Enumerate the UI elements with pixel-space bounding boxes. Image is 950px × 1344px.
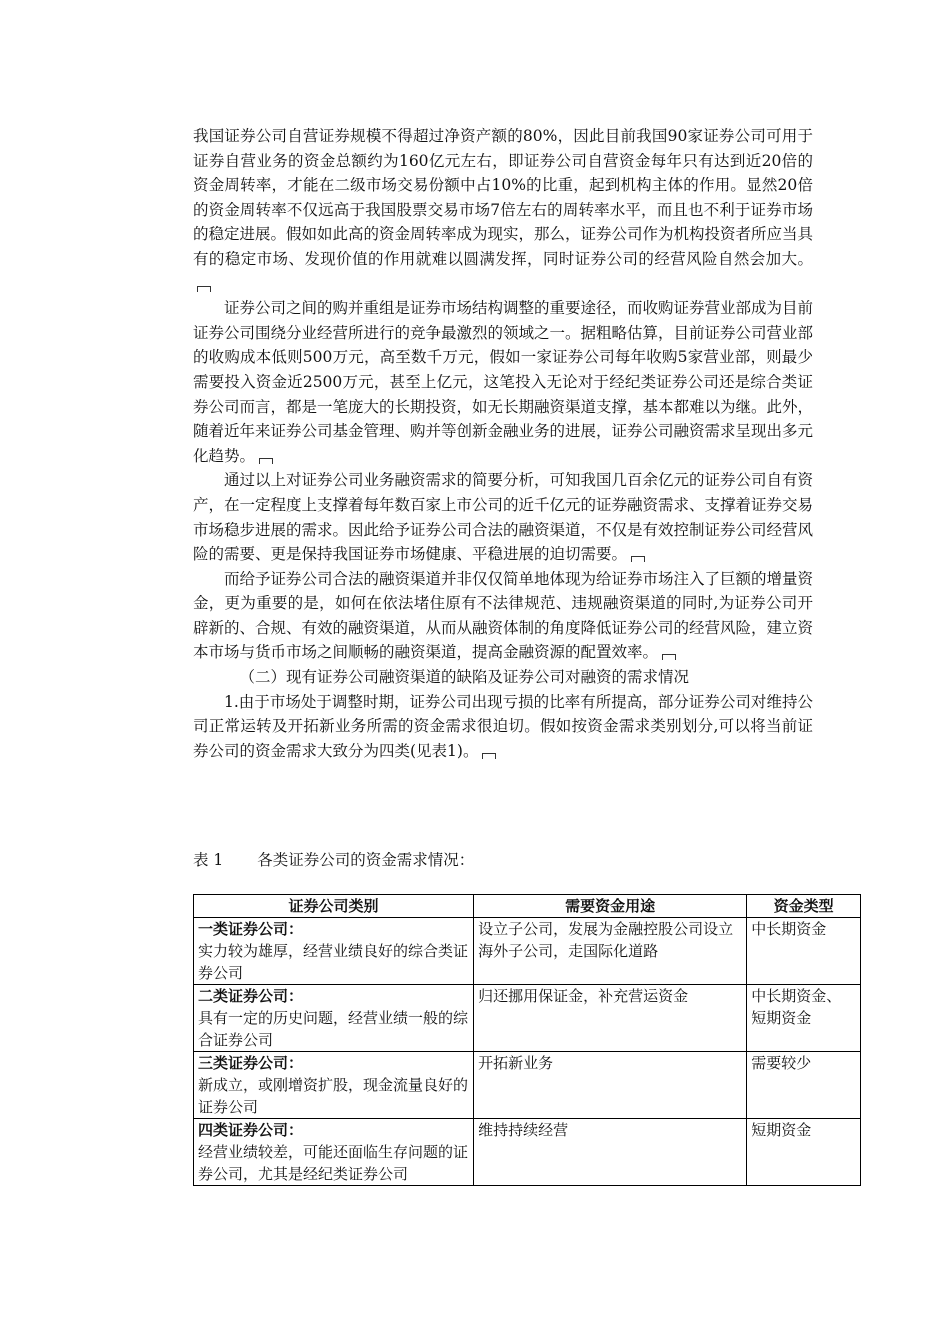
category-title: 三类证券公司： bbox=[198, 1054, 304, 1072]
category-cell bbox=[194, 918, 474, 985]
paragraph-mark-icon bbox=[482, 753, 496, 759]
section-heading: （二）现有证券公司融资渠道的缺陷及证券公司对融资的需求情况 bbox=[239, 668, 690, 687]
usage-cell: 维持持续经营 bbox=[474, 1119, 747, 1186]
table-row bbox=[194, 918, 861, 985]
table-row bbox=[194, 985, 861, 1052]
table-header-row bbox=[194, 895, 861, 918]
category-title: 四类证券公司： bbox=[198, 1121, 304, 1139]
category-description: 具有一定的历史问题，经营业绩一般的综合证券公司 bbox=[198, 1009, 469, 1049]
table-row bbox=[194, 1119, 861, 1186]
category-description: 实力较为雄厚，经营业绩良好的综合类证券公司 bbox=[198, 942, 469, 982]
paragraph-3: 通过以上对证券公司业务融资需求的简要分析，可知我国几百余亿元的证券公司自有资产，在一定程度上支撑着每年数百家上市公司的近千亿元的证券融资需求、支撑着证券交易市场稳步进展的需求。因此给予证券公司合法的融资渠道，不仅是有效控制证券公司经营风险的需要、更是保持我国证券市场健康、平稳进展的迫切需要。 bbox=[193, 471, 814, 564]
table-number: 表 1 bbox=[193, 851, 224, 869]
paragraph-mark-icon bbox=[631, 556, 645, 562]
paragraph-4: 而给予证券公司合法的融资渠道并非仅仅简单地体现为给证券市场注入了巨额的增量资金，更为重要的是，如何在依法堵住原有不法律规范、违规融资渠道的同时,为证券公司开辟新的、合规、有效的融资渠道，从而从融资体制的角度降低证券公司的经营风险，建立资本市场与货币市场之间顺畅的融资渠道，提高金融资源的配置效率。 bbox=[193, 569, 814, 662]
category-cell bbox=[194, 1052, 474, 1119]
paragraph-2: 证券公司之间的购并重组是证券市场结构调整的重要途径，而收购证券营业部成为目前证券公司围绕分业经营所进行的竞争最激烈的领域之一。据粗略估算，目前证券公司营业部的收购成本低则500万元，高至数千万元，假如一家证券公司每年收购5家营业部，则最少需要投入资金近2500万元，甚至上亿元，这笔投入无论对于经纪类证券公司还是综合类证券公司而言，都是一笔庞大的长期投资，如无长期融资渠道支撑，基本都难以为继。此外，随着近年来证券公司基金管理、购并等创新金融业务的进展，证券公司融资需求呈现出多元化趋势。 bbox=[193, 299, 814, 465]
header-fund-type: 资金类型 bbox=[747, 895, 861, 918]
fund-type-cell: 需要较少 bbox=[747, 1052, 861, 1119]
table-caption bbox=[193, 848, 474, 870]
category-description: 经营业绩较差，可能还面临生存问题的证券公司，尤其是经纪类证券公司 bbox=[198, 1143, 469, 1183]
paragraph-mark-icon bbox=[259, 458, 273, 464]
usage-cell: 设立子公司，发展为金融控股公司设立海外子公司，走国际化道路 bbox=[474, 918, 747, 985]
usage-cell: 开拓新业务 bbox=[474, 1052, 747, 1119]
usage-cell: 归还挪用保证金，补充营运资金 bbox=[474, 985, 747, 1052]
category-title: 一类证券公司： bbox=[198, 920, 304, 938]
fund-type-cell: 中长期资金、短期资金 bbox=[747, 985, 861, 1052]
category-cell bbox=[194, 1119, 474, 1186]
paragraph-mark-icon bbox=[197, 286, 211, 292]
header-usage: 需要资金用途 bbox=[474, 895, 747, 918]
fund-type-cell: 中长期资金 bbox=[747, 918, 861, 985]
paragraph-5: 1.由于市场处于调整时期，证券公司出现亏损的比率有所提高，部分证券公司对维持公司正常运转及开拓新业务所需的资金需求很迫切。假如按资金需求类别划分,可以将当前证券公司的资金需求大致分为四类(见表1)。 bbox=[193, 692, 813, 760]
table-title: 各类证券公司的资金需求情况： bbox=[257, 851, 475, 869]
body-text bbox=[193, 124, 813, 763]
paragraph-1: 我国证券公司自营证券规模不得超过净资产额的80%，因此目前我国90家证券公司可用于证券自营业务的资金总额约为160亿元左右，即证券公司自营资金每年只有达到近20倍的资金周转率，才能在二级市场交易份额中占10%的比重，起到机构主体的作用。显然20倍的资金周转率不仅远高于我国股票交易市场7倍左右的周转率水平，而且也不利于证券市场的稳定进展。假如如此高的资金周转率成为现实，那么，证券公司作为机构投资者所应当具有的稳定市场、发现价值的作用就难以圆满发挥，同时证券公司的经营风险自然会加大。 bbox=[193, 124, 813, 296]
header-category: 证券公司类别 bbox=[194, 895, 474, 918]
category-description: 新成立，或刚增资扩股，现金流量良好的证券公司 bbox=[198, 1076, 469, 1116]
paragraph-mark-icon bbox=[662, 654, 676, 660]
funding-needs-table bbox=[193, 894, 861, 1186]
fund-type-cell: 短期资金 bbox=[747, 1119, 861, 1186]
table-row bbox=[194, 1052, 861, 1119]
category-cell bbox=[194, 985, 474, 1052]
category-title: 二类证券公司： bbox=[198, 987, 304, 1005]
